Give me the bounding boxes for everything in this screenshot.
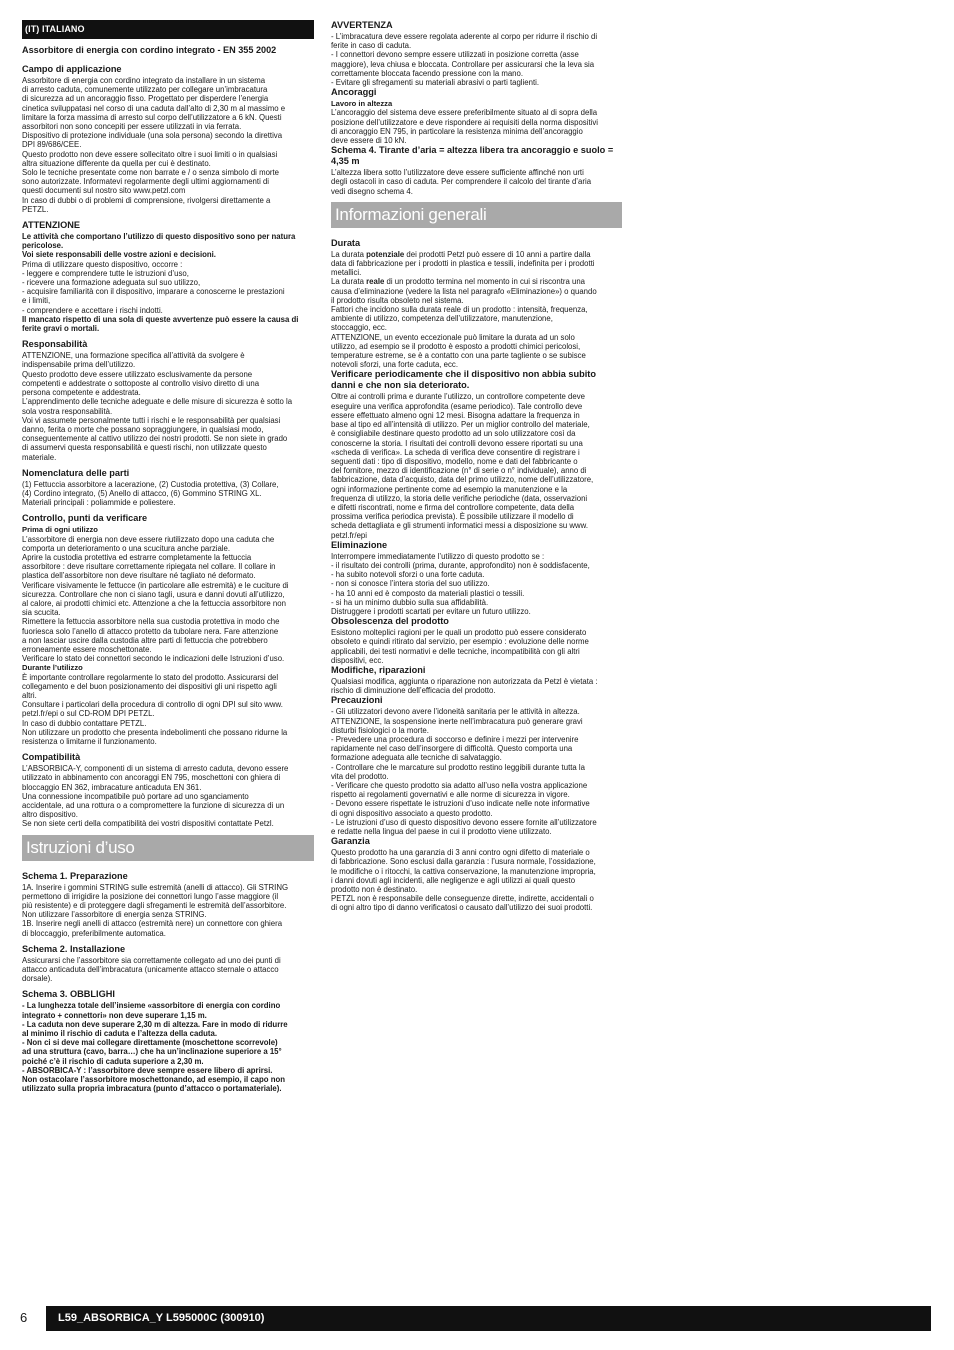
section-schema-1	[22, 871, 314, 938]
text-line: rapidamente nel caso dell’insorgere di difficoltà. Questo comporta una	[331, 744, 573, 754]
text-run-bold: reale	[366, 277, 385, 287]
section-responsabilita	[22, 339, 314, 461]
page-footer	[0, 1306, 931, 1331]
text-line: - I connettori devono sempre essere utilizzati in posizione corretta (asse	[331, 50, 579, 60]
text-line: Verificare lo stato dei connettori secondo le indicazioni delle Istruzioni d’uso.	[22, 654, 285, 664]
text-line: questi documenti sul nostro sito www.petzl.com	[22, 186, 186, 196]
text-line: di bloccaggio, preferibilmente automatica.	[22, 928, 166, 938]
bold-text-block	[22, 232, 314, 260]
text-line: Una connessione incompatibile può portare ad uno sganciamento	[22, 791, 249, 801]
text-line: base al tipo ed all’intensità di utilizzo. Per un miglior controllo del materiale,	[331, 420, 590, 430]
document-reference: L59_ABSORBICA_Y L595000C (300910)	[46, 1306, 931, 1331]
text-line: fabbricazione, data d’acquisto, data del primo utilizzo, nome dell’utilizzatore,	[331, 475, 594, 485]
text-line: ferite gravi o mortali.	[22, 324, 100, 334]
text-run: La durata	[331, 277, 367, 287]
text-line: Assorbitore di energia con cordino integrato da installare in un sistema	[22, 76, 266, 85]
text-line: - Non ci si deve mai collegare direttamente (moschettone scorrevole)	[22, 1038, 278, 1048]
text-block	[331, 108, 622, 145]
page-number: 6	[20, 1310, 28, 1325]
section-modifiche	[331, 665, 622, 695]
text-line: formazione adeguata alle tecniche di salvataggio.	[331, 753, 502, 763]
text-line: Oltre ai controlli prima e durante l’utilizzo, un controllore competente deve	[331, 392, 585, 402]
subheading: Durante l’utilizzo	[22, 663, 83, 673]
section-heading: Obsolescenza del prodotto	[331, 616, 449, 627]
text-line: Se non siete certi della compatibilità dei vostri dispositivi contattate Petzl.	[22, 819, 274, 829]
text-line: Esistono molteplici ragioni per le quali un prodotto può essere considerato	[331, 628, 587, 638]
text-run: di un prodotto termina nel momento in cui si riscontra una	[384, 277, 585, 287]
text-line: sono autorizzate. Informatevi regolarmente degli ultimi aggiornamenti di	[22, 177, 270, 187]
section-durata	[331, 238, 622, 370]
text-line: - L’imbracatura deve essere regolata aderente al corpo per ridurre il rischio di	[331, 32, 598, 41]
document-title: Assorbitore di energia con cordino integrato - EN 355 2002	[22, 45, 277, 56]
text-line: utilizzato sulla propria imbracatura (punto d’attacco o portamateriale).	[22, 1084, 282, 1094]
text-line: eseguire una verifica approfondita (esame periodico). Tale controllo deve	[331, 401, 583, 411]
text-block	[331, 287, 622, 370]
text-line: e i limiti,	[22, 296, 51, 306]
text-line: rischio di diminuzione dell’efficacia del prodotto.	[331, 686, 496, 696]
text-line: - Verificare che questo prodotto sia adatto all’uso nella vostra applicazione	[331, 781, 588, 790]
right-column	[331, 20, 622, 1130]
text-block	[22, 673, 314, 747]
text-line: Rimettere la fettuccia assorbitore nella sua custodia protettiva in modo che	[22, 617, 280, 627]
text-line: metallici.	[331, 268, 362, 278]
text-block	[22, 535, 314, 664]
text-line: - La lunghezza totale dell’insieme «assorbitore di energia con cordino	[22, 1001, 281, 1011]
section-heading: Modifiche, riparazioni	[331, 664, 426, 675]
text-line: «scheda di verifica». La scheda di verifica deve consentire di registrare i	[331, 447, 580, 457]
text-line: Dispositivo di protezione individuale (una sola persona) secondo la direttiva	[22, 131, 283, 141]
text-line: ATTENZIONE, una formazione specifica all’attività da svolgere è	[22, 351, 245, 361]
text-line: Non ostacolare l’assorbitore moschettonando, ad esempio, il capo non	[22, 1075, 285, 1085]
text-line: Non utilizzare l’assorbitore di energia senza STRING.	[22, 910, 207, 920]
text-line: - ha 10 anni ed è composto da materiali plastici o tessili.	[331, 588, 525, 598]
section-heading: Verificare periodicamente che il dispositivo non abbia subito danni e che non sia deteriorato.	[331, 369, 596, 391]
istruzioni-banner: Istruzioni d’uso	[22, 835, 314, 861]
section-nomenclatura	[22, 468, 314, 508]
text-block	[331, 32, 622, 87]
text-run: dei prodotti Petzl può essere di 10 anni a partire dalla	[404, 249, 591, 259]
section-verifica	[331, 369, 622, 539]
text-line: - leggere e comprendere tutte le istruzioni d’uso,	[22, 268, 189, 278]
section-heading: Compatibilità	[22, 752, 81, 763]
section-heading: Precauzioni	[331, 695, 383, 706]
text-line: di ancoraggio EN 795, in particolare la resistenza minima dell’ancoraggio	[331, 126, 583, 136]
text-block	[331, 628, 622, 665]
text-block	[22, 956, 314, 984]
text-line: seguenti dati : tipo di dispositivo, modello, nome e dati del fabbricante o	[331, 456, 578, 466]
section-precauzioni	[331, 695, 622, 836]
text-line: L’assorbitore di energia non deve essere riutilizzato dopo una caduta che	[22, 534, 275, 544]
text-block	[331, 552, 622, 616]
text-line: - si ha un minimo dubbio sulla sua affidabilità.	[331, 597, 489, 607]
text-line: danno, ferita o morte che possano sopraggiungere, in qualsiasi modo,	[22, 424, 264, 434]
text-line: collegamento e del buon posizionamento dei dispositivi gli uni rispetto agli	[22, 681, 277, 691]
section-heading: Schema 3. OBBLIGHI	[22, 989, 115, 1000]
text-line: Consultare i particolari della procedura di controllo di ogni DPI sul sito www.	[22, 700, 283, 710]
text-line: correttamente bloccata facendo pressione con la mano.	[331, 68, 524, 78]
section-heading: Responsabilità	[22, 339, 88, 350]
left-column	[22, 20, 314, 1303]
text-line	[331, 277, 622, 286]
section-obsolescenza	[331, 616, 622, 665]
section-eliminazione	[331, 540, 622, 616]
text-line: permettono di irrigidire la posizione dei connettori lungo l’asse maggiore (il	[22, 891, 279, 901]
text-line: di sicurezza ad un ancoraggio fisso. Progettato per disperdere l’energia	[22, 94, 269, 104]
text-line: poiché c’è il rischio di caduta superiore a 2,30 m.	[22, 1056, 204, 1066]
text-block	[331, 848, 622, 912]
text-line: sicurezza. Controllare che non ci siano tagli, usura e danni dovuti all’utilizzo,	[22, 589, 285, 599]
text-line: degli ostacoli in caso di caduta. Per comprendere il calcolo del tirante d’aria	[331, 177, 592, 187]
section-heading: Durata	[331, 237, 361, 248]
section-heading: Ancoraggi	[331, 87, 377, 98]
subheading: Prima di ogni utilizzo	[22, 525, 98, 535]
text-line: Aprire la custodia protettiva ed estrarre completamente la fettuccia	[22, 552, 252, 562]
text-line: il prodotto risulta obsoleto nel sistema.	[331, 295, 464, 305]
text-line: - non si conosce l’intera storia del suo utilizzo.	[331, 579, 490, 589]
text-line: di ogni altro tipo di danno verificatosi o causato dall’utilizzo dei suoi prodotti.	[331, 903, 593, 913]
text-block	[22, 480, 314, 508]
text-line: DPI 89/686/CEE.	[22, 140, 82, 150]
text-line: PETZL non è responsabile delle conseguenze dirette, indirette, accidentali o	[331, 894, 594, 904]
text-line: (1) Fettuccia assorbitore a lacerazione, (2) Custodia protettiva, (3) Collare,	[22, 479, 279, 489]
text-line: di ogni dispositivo associato a questo prodotto.	[331, 808, 493, 818]
text-block	[22, 260, 314, 315]
text-line: Voi siete responsabili delle vostre azioni e decisioni.	[22, 250, 216, 260]
subheading: Lavoro in altezza	[331, 99, 393, 109]
text-line: stoccaggio, ecc.	[331, 323, 387, 333]
text-line: - ABSORBICA-Y : l’assorbitore deve sempre essere libero di aprirsi.	[22, 1065, 273, 1075]
text-line: data di fabbricazione per i prodotti in plastica e tessili, indefinita per i prodotti	[331, 259, 595, 269]
text-line: temperature estreme, se è a contatto con una parte tagliente o se subisce	[331, 351, 586, 361]
text-line: - Evitare gli sfregamenti su materiali abrasivi o parti taglienti.	[331, 78, 540, 88]
text-line: persona competente e addestrata.	[22, 388, 141, 398]
text-line: sia scucita.	[22, 608, 61, 618]
text-line: 1B. Inserire negli anelli di attacco (estremità nere) un connettore con ghiera	[22, 919, 283, 929]
text-line: Questo prodotto non deve essere sollecitato oltre i suoi limiti o in qualsiasi	[22, 149, 278, 159]
text-line: altro dispositivo.	[22, 810, 78, 820]
text-line: dispositivi, ecc.	[331, 655, 384, 665]
text-line: al minimo il rischio di caduta e l’altezza della caduta.	[22, 1029, 217, 1039]
text-block	[331, 707, 622, 836]
text-line: dorsale).	[22, 974, 53, 984]
section-ancoraggi	[331, 87, 622, 145]
text-line: plastica dell’assorbitore non deve risultare né tagliato né deformato.	[22, 571, 256, 581]
text-line: conseguentemente al cattivo utilizzo dei nostri prodotti. Se non siete in grado	[22, 434, 288, 444]
section-heading: Campo di applicazione	[22, 64, 122, 74]
section-campo	[22, 64, 314, 214]
section-heading: Controllo, punti da verificare	[22, 513, 148, 524]
text-line: ogni informazione pertinente come ad esempio la manutenzione e la	[331, 484, 568, 494]
text-line: e redatte nella lingua del paese in cui il prodotto viene utilizzato.	[331, 827, 552, 837]
text-line: integrato + connettori» non deve superare 1,15 m.	[22, 1010, 207, 1020]
text-line: comporta un deterioramento o una scucitura anche parziale.	[22, 543, 231, 553]
text-line: L’apprendimento delle tecniche adeguate e delle misure di sicurezza è sotto la	[22, 397, 293, 407]
section-heading: ATTENZIONE	[22, 220, 81, 231]
text-line: frequenza di utilizzo, la storia delle verifiche periodiche (data, osservazioni	[331, 493, 588, 503]
text-block	[331, 392, 622, 539]
text-line: Non utilizzare un prodotto che presenta indebolimenti che possano ridurne la	[22, 727, 288, 737]
text-line: indispensabile prima dell’utilizzo.	[22, 360, 136, 370]
bold-text-block	[22, 315, 314, 333]
text-line: PETZL.	[22, 204, 49, 214]
text-block	[22, 883, 314, 938]
text-line: di arresto caduta, comunemente utilizzato per collegare un’imbracatura	[22, 85, 268, 95]
text-line: In caso di dubbio contattare PETZL.	[22, 718, 147, 728]
text-line: Questo prodotto ha una garanzia di 3 anni contro ogni difetto di materiale o	[331, 848, 590, 858]
text-line: - acquisire familiarità con il dispositivo, imparare a conoscerne le prestazioni	[22, 287, 285, 297]
section-heading: Garanzia	[331, 836, 370, 847]
text-line: resistenza o limitarne il funzionamento.	[22, 737, 157, 746]
text-block	[22, 351, 314, 461]
text-line: a non lasciar uscire dalla custodia altre parti di fettuccia che potrebbero	[22, 635, 268, 645]
section-schema-3	[22, 989, 314, 1093]
text-block	[22, 76, 314, 214]
text-line: - Le istruzioni d’uso di questo dispositivo devono essere fornite all’utilizzatore	[331, 817, 597, 827]
section-heading: Schema 4. Tirante d’aria = altezza libera tra ancoraggio e suolo = 4,35 m	[331, 145, 614, 167]
text-line: assorbitore : deve risultare correttamente ripiegata nel collare. Il collare in	[22, 562, 276, 572]
language-header: (IT) ITALIANO	[22, 20, 314, 39]
text-line: accidentale, ad una rottura o a compromettere la funzione di sicurezza di un	[22, 801, 285, 811]
text-line: maggiore), leva chiusa e bloccata. Controllare per assicurarsi che la leva sia	[331, 59, 595, 69]
text-line: cinetica sviluppatasi nel corso di una caduta dall’alto di 2,30 m al massimo e	[22, 103, 286, 113]
text-line: - il risultato dei controlli (prima, durante, approfondito) non è soddisfacente,	[331, 560, 590, 570]
text-line: 1A. Inserire i gommini STRING sulle estremità (anelli di attacco). Gli STRING	[22, 882, 289, 892]
text-line: L’ABSORBICA-Y, componenti di un sistema di arresto caduta, devono essere	[22, 764, 289, 774]
section-attenzione	[22, 220, 314, 333]
text-line: vedi disegno schema 4.	[331, 186, 413, 196]
text-line: Questo prodotto deve essere utilizzato esclusivamente da persone	[22, 369, 253, 379]
section-heading: Schema 2. Installazione	[22, 943, 126, 954]
text-line: pericolose.	[22, 241, 64, 251]
text-line: È importante controllare regolarmente lo stato del prodotto. Assicurarsi del	[22, 672, 279, 682]
text-line: In caso di dubbi o di problemi di comprensione, rivolgersi direttamente a	[22, 195, 271, 205]
section-heading: Schema 1. Preparazione	[22, 870, 128, 881]
text-line: ambiente di utilizzo, competenza dell’utilizzatore, manutenzione,	[331, 314, 553, 324]
text-line: ATTENZIONE, un evento eccezionale può limitare la durata ad un solo	[331, 332, 575, 342]
section-heading: Eliminazione	[331, 539, 388, 550]
text-line: - Gli utilizzatori devono avere l’idoneità sanitaria per le attività in altezza.	[331, 707, 580, 717]
text-line: fuoriesca solo l’anello di attacco protetto da tubolare nera. Fare attenzione	[22, 626, 279, 636]
text-line: limitare la forza massima di arresto sul corpo dell’utilizzatore a 6 kN. Questi	[22, 112, 282, 122]
text-line: - comprendere e accettare i rischi indotti.	[22, 305, 163, 315]
text-line: petzl.fr/epi o sul CD-ROM DPI PETZL.	[22, 709, 155, 719]
text-line: - ha subito notevoli sforzi o una forte caduta.	[331, 570, 485, 580]
section-controllo	[22, 513, 314, 746]
text-line: prodotto non è destinato.	[331, 885, 418, 895]
section-heading: AVVERTENZA	[331, 20, 393, 30]
text-line: Fattori che incidono sulla durata reale di un prodotto : intensità, frequenza,	[331, 305, 588, 315]
text-line: causa d’eliminazione (vedere la lista nel paragrafo «Eliminazione») o quando	[331, 286, 597, 296]
text-line: rispetto ai regolamenti governativi e alle norme di sicurezza in vigore.	[331, 790, 570, 800]
text-block	[331, 168, 622, 196]
text-line: L’altezza libera sotto l’utilizzatore deve essere sufficiente affinché non urti	[331, 168, 584, 178]
informazioni-banner: Informazioni generali	[331, 202, 622, 228]
section-garanzia	[331, 836, 622, 912]
text-line: - La caduta non deve superare 2,30 m di altezza. Fare in modo di ridurre	[22, 1019, 288, 1029]
text-line: altra situazione differente da quella per cui è destinato.	[22, 158, 211, 168]
text-line: Interrompere immediatamente l’utilizzo di questo prodotto se :	[331, 551, 545, 561]
text-line: Voi vi assumete personalmente tutti i rischi e le responsabilità per qualsiasi	[22, 415, 281, 425]
text-line: e difetti riscontrati, nome e firma del controllore competente, data della	[331, 502, 575, 512]
text-line: i danni dovuti agli incidenti, alle negligenze e agli utilizzi ai quali questo	[331, 875, 576, 885]
text-run-bold: potenziale	[366, 249, 405, 259]
text-line: Solo le tecniche presentate come non barrate e / o senza simbolo di morte	[22, 168, 280, 178]
section-schema-4	[331, 145, 622, 196]
text-line: posizione dell’utilizzatore e deve rispondere ai requisiti della norma dispositivi	[331, 117, 598, 127]
text-line: prossima verifica periodica prevista). È possibile utilizzare il modello di	[331, 512, 574, 522]
text-line: Le attività che comportano l’utilizzo di questo dispositivo sono per natura	[22, 232, 296, 242]
text-line: sola vostra responsabilità.	[22, 406, 113, 416]
text-line: attacco anticaduta dell’imbracatura (unicamente attacco sternale o attacco	[22, 965, 279, 975]
bold-text-block	[22, 1001, 314, 1093]
text-line: (4) Cordino integrato, (5) Anello di attacco, (6) Gommino STRING XL.	[22, 488, 262, 498]
text-line: al calore, ai prodotti chimici etc. Attenzione a che la fettuccia assorbitore non	[22, 598, 286, 608]
text-line: Assicurarsi che l’assorbitore sia correttamente collegato ad uno dei punti di	[22, 955, 281, 965]
text-block	[331, 677, 622, 695]
text-line: Il mancato rispetto di una sola di queste avvertenze può essere la causa di	[22, 314, 299, 324]
section-heading: Nomenclatura delle parti	[22, 467, 130, 478]
text-line: obsoleto e quindi ritirato dal servizio, per esempio : evoluzione delle norme	[331, 637, 589, 647]
text-line: ATTENZIONE, la sospensione inerte nell’imbracatura può generare gravi	[331, 716, 583, 726]
text-line: essere effettuato almeno ogni 12 mesi. Bisogna adattare la frequenza in	[331, 410, 580, 420]
text-line: ferite in caso di caduta.	[331, 41, 412, 51]
text-line: altri.	[22, 690, 37, 700]
text-line: vita del prodotto.	[331, 771, 389, 781]
text-line: Verificare visivamente le fettucce (in particolare alle estremità) e le cuciture di	[22, 580, 289, 590]
text-line: erroneamente essere moschettonate.	[22, 644, 152, 654]
text-line: bloccaggio EN 362, imbracature anticaduta EN 361.	[22, 782, 202, 792]
text-line: applicabili, dei testi normativi e delle tecniche, incompatibilità con gli altri	[331, 646, 580, 656]
section-schema-2	[22, 944, 314, 984]
text-line: di fabbricazione. Sono esclusi dalla garanzia : l’usura normale, l’ossidazione,	[331, 857, 596, 867]
text-line: utilizzato in abbinamento con ancoraggi EN 795, moschettoni con ghiera di	[22, 773, 281, 783]
text-block	[331, 259, 622, 277]
text-line: competenti e addestrate o sottoposte al controllo visivo diretto di una	[22, 378, 260, 388]
text-line: Materiali principali : poliammide e poliestere.	[22, 498, 176, 508]
text-line: - Devono essere rispettate le istruzioni d’uso indicate nelle note informative	[331, 799, 590, 809]
text-line: deve essere di 10 kN.	[331, 136, 407, 146]
text-line: Prima di utilizzare questo dispositivo, occorre :	[22, 259, 183, 269]
text-line: - ricevere una formazione adeguata sul suo utilizzo,	[22, 278, 201, 288]
text-line: conoscerne la storia. I risultati dei controlli devono essere riportati su una	[331, 438, 583, 448]
text-line: scheda dettagliata e gli strumenti informatici messi a disposizione su www.	[331, 521, 588, 531]
text-line: Distruggere i prodotti scartati per evitare un futuro utilizzo.	[331, 606, 531, 616]
text-line: notevoli sforzi, una forte caduta, ecc.	[331, 360, 458, 370]
text-line: utilizzo, ad esempio se il prodotto è esposto a prodotti chimici pericolosi,	[331, 341, 581, 351]
text-line: - Prevedere una procedura di soccorso e definire i mezzi per intervenire	[331, 734, 579, 744]
text-line: è consigliabile destinare questo prodotto ad un solo utilizzatore così da	[331, 429, 576, 439]
text-line: del fornitore, mezzo di identificazione (n° di serie o n° individuale), anno di	[331, 466, 587, 476]
text-line: le modifiche o i ritocchi, la cattiva conservazione, la manutenzione impropria,	[331, 866, 596, 876]
text-line: - Controllare che le marcature sul prodotto restino leggibili durante tutta la	[331, 762, 585, 772]
text-line: L’ancoraggio del sistema deve essere preferibilmente situato al di sopra della	[331, 108, 598, 118]
text-line: Qualsiasi modifica, aggiunta o riparazione non autorizzata da Petzl è vietata :	[331, 676, 598, 686]
text-block	[22, 764, 314, 828]
section-avvertenza	[331, 20, 622, 87]
text-line	[331, 250, 622, 259]
text-line: materiale.	[22, 452, 57, 462]
text-line: disturbi fisiologici o la morte.	[331, 725, 429, 735]
text-line: ad una struttura (cavo, barra…) che ha un’inclinazione superiore a 15°	[22, 1047, 282, 1057]
text-line: assorbitori non sono concepiti per essere utilizzati in via ferrata.	[22, 122, 242, 132]
text-line: più resistente) e di proteggere dagli sfregamenti le estremità dell’assorbitore.	[22, 901, 287, 911]
text-line: di assumervi questa responsabilità e questi rischi, non utilizzate questo	[22, 443, 267, 453]
text-run: La durata	[331, 249, 367, 259]
text-line: petzl.fr/epi	[331, 530, 367, 540]
section-compatibilita	[22, 752, 314, 828]
